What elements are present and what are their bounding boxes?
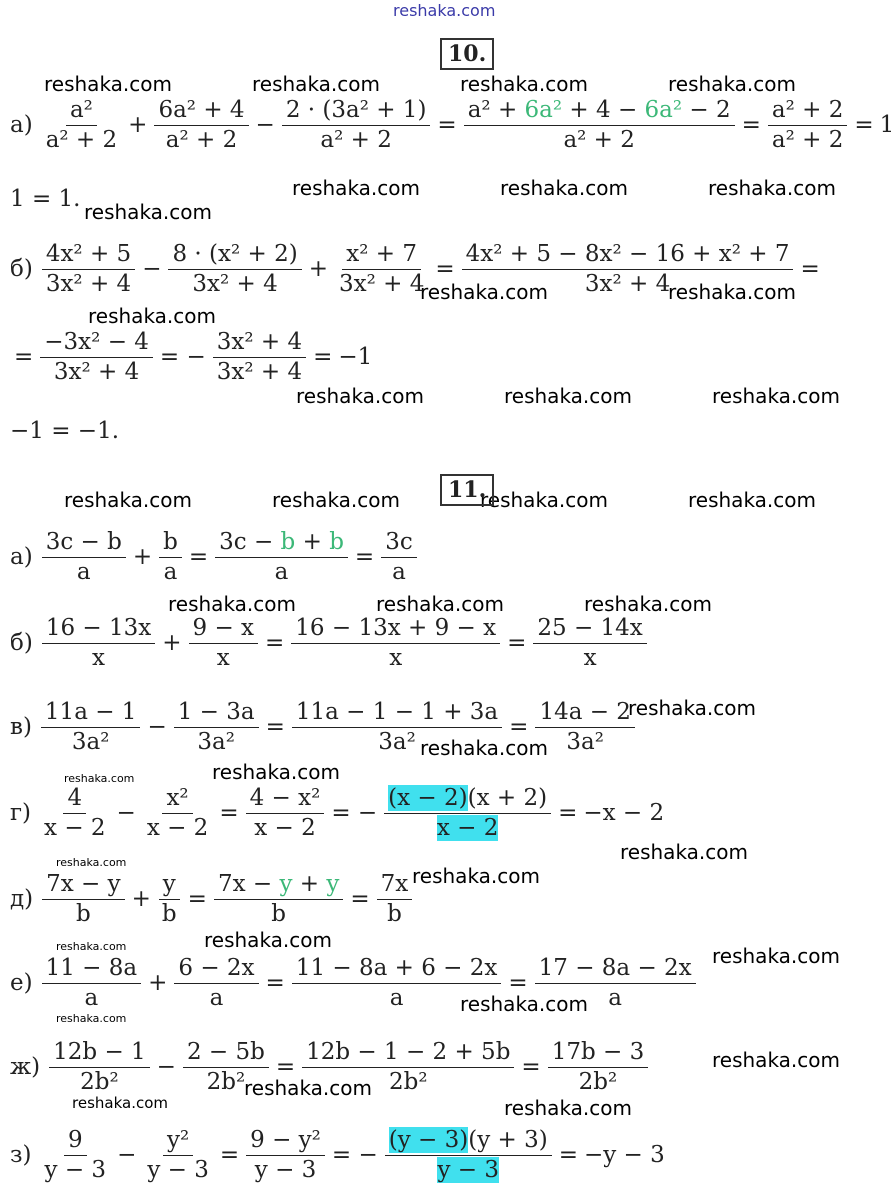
operator: = xyxy=(354,544,375,571)
equation-10b-check xyxy=(10,418,119,444)
watermark: reshaka.com xyxy=(712,944,840,968)
watermark: reshaka.com xyxy=(244,1076,372,1100)
operator: = xyxy=(265,630,285,657)
item-label: д) xyxy=(10,886,34,913)
operator: = xyxy=(507,630,527,657)
equation-11zh xyxy=(10,1038,651,1100)
watermark: reshaka.com xyxy=(88,304,216,328)
operator: = xyxy=(509,714,529,741)
fraction: $\frac{16 - 13x}{x}$ xyxy=(42,614,155,673)
operator: + xyxy=(148,970,168,997)
item-label: г) xyxy=(10,800,32,827)
operator: − xyxy=(117,1142,137,1169)
highlighted-factor: y − 3 xyxy=(437,1156,499,1183)
result: −y − 3 xyxy=(583,1142,665,1169)
watermark: reshaka.com xyxy=(500,176,628,200)
operator: = xyxy=(558,1142,578,1169)
fraction: $\frac{7x - y}{b}$ xyxy=(42,870,125,929)
equation-10b xyxy=(10,240,824,299)
fraction: $\frac{2 - 5b}{\text{2b²}}$ xyxy=(183,1038,269,1097)
watermark: reshaka.com xyxy=(712,384,840,408)
fraction: $\frac{4}{x - 2}$ xyxy=(44,785,106,841)
fraction: $\frac{\text{a² + 6a² + 4 − 6a² − 2}}{\text{a² + 2}}$ xyxy=(464,96,735,155)
operator: = xyxy=(741,112,761,139)
watermark: reshaka.com xyxy=(620,840,748,864)
result: −1 xyxy=(338,344,373,371)
operator: = − xyxy=(331,800,378,827)
fraction: $\frac{\text{4 − x²}}{x - 2}$ xyxy=(246,784,325,843)
highlighted-factor: (y − 3) xyxy=(388,1127,469,1153)
fraction: $\frac{b}{a}$ xyxy=(159,528,182,587)
watermark-small: reshaka.com xyxy=(64,772,135,785)
watermark: reshaka.com xyxy=(420,736,548,760)
operator: + xyxy=(128,112,148,139)
fraction: $\frac{16 - 13x + 9 - x}{x}$ xyxy=(291,614,500,673)
item-label: б) xyxy=(10,630,33,657)
check-text: 1 = 1. xyxy=(10,186,81,212)
item-label: б) xyxy=(10,256,33,283)
watermark: reshaka.com xyxy=(480,488,608,512)
watermark: reshaka.com xyxy=(272,488,400,512)
equation-11g xyxy=(10,784,666,843)
equation-11d xyxy=(10,870,415,929)
watermark: reshaka.com xyxy=(504,1096,632,1120)
fraction: $\frac{\text{2 · (3a² + 1)}}{\text{a² + 2}}$ xyxy=(282,96,431,155)
watermark-top: reshaka.com xyxy=(393,1,496,20)
fraction: $\frac{7x}{b}$ xyxy=(377,870,413,929)
fraction: $\frac{\text{8 · (x² + 2)}}{\text{3x² + 4}}$ xyxy=(168,240,301,299)
fraction: $\frac{\text{6a² + 4}}{\text{a² + 2}}$ xyxy=(154,96,248,155)
operator: = xyxy=(558,800,578,827)
watermark: reshaka.com xyxy=(296,384,424,408)
fraction: $\frac{1 - 3a}{\text{3a²}}$ xyxy=(174,698,259,757)
watermark: reshaka.com xyxy=(376,592,504,616)
watermark: reshaka.com xyxy=(84,200,212,224)
equation-10a xyxy=(10,96,896,155)
fraction: $\frac{\text{9 − y²}}{y - 3}$ xyxy=(246,1126,325,1185)
equation-10a-check xyxy=(10,186,80,212)
fraction: $\frac{3c}{a}$ xyxy=(381,528,417,587)
watermark: reshaka.com xyxy=(72,1094,168,1112)
operator: − xyxy=(156,1054,176,1081)
operator: − xyxy=(147,714,167,741)
fraction: $\frac{7x - y + y}{b}$ xyxy=(214,870,343,929)
operator: = xyxy=(219,1142,240,1169)
item-label: з) xyxy=(10,1142,32,1169)
operator: − xyxy=(255,112,275,139)
fraction: $\frac{17b - 3}{\text{2b²}}$ xyxy=(548,1038,649,1097)
watermark: reshaka.com xyxy=(504,384,632,408)
watermark: reshaka.com xyxy=(204,928,332,952)
watermark: reshaka.com xyxy=(708,176,836,200)
fraction: $\frac{\text{−3x² − 4}}{\text{3x² + 4}}$ xyxy=(40,328,153,387)
fraction: $\frac{11a - 1}{\text{3a²}}$ xyxy=(41,698,141,757)
item-label: а) xyxy=(10,544,33,571)
operator: + xyxy=(132,544,153,571)
operator: = xyxy=(188,544,209,571)
fraction: $\frac{12b - 1 - 2 + 5b}{\text{2b²}}$ xyxy=(302,1038,514,1097)
watermark-small: reshaka.com xyxy=(56,940,127,953)
operator: = xyxy=(265,970,285,997)
fraction: $\frac{(x - 2)(x + 2)}{x - 2}$ xyxy=(384,784,551,843)
fraction: $\frac{(y - 3)(y + 3)}{y - 3}$ xyxy=(385,1126,552,1185)
result: −x − 2 xyxy=(583,800,665,827)
fraction: $\frac{\text{a² + 2}}{\text{a² + 2}}$ xyxy=(768,96,847,155)
fraction: $\frac{11 - 8a + 6 - 2x}{a}$ xyxy=(292,954,502,1013)
operator: = xyxy=(187,886,207,913)
item-label: а) xyxy=(10,112,33,139)
watermark: reshaka.com xyxy=(668,72,796,96)
operator: + xyxy=(162,630,182,657)
operator: − xyxy=(116,800,136,827)
fraction: $\frac{11 - 8a}{a}$ xyxy=(42,954,142,1013)
item-label: ж) xyxy=(10,1054,41,1081)
equation-11v xyxy=(10,698,638,760)
watermark: reshaka.com xyxy=(292,176,420,200)
watermark: reshaka.com xyxy=(252,72,380,96)
fraction: $\frac{\text{a²}}{\text{a² + 2}}$ xyxy=(45,97,118,153)
operator: + xyxy=(131,886,151,913)
watermark: reshaka.com xyxy=(420,280,548,304)
fraction: $\frac{14a - 2}{\text{3a²}}$ xyxy=(535,698,635,757)
equation-10b-cont xyxy=(10,328,374,387)
fraction: $\frac{3c - b + b}{a}$ xyxy=(215,528,348,587)
watermark-small: reshaka.com xyxy=(56,856,127,869)
operator: − xyxy=(142,256,162,283)
fraction: $\frac{9 - x}{x}$ xyxy=(189,614,259,673)
check-text: −1 = −1. xyxy=(10,418,120,444)
fraction: $\frac{\text{3x² + 4}}{\text{3x² + 4}}$ xyxy=(213,328,306,387)
operator: + xyxy=(308,256,328,283)
watermark: reshaka.com xyxy=(668,280,796,304)
operator: = xyxy=(14,344,34,371)
fraction: $\frac{\text{x² + 7}}{\text{3x² + 4}}$ xyxy=(338,241,425,297)
watermark: reshaka.com xyxy=(460,992,588,1016)
fraction: $\frac{\text{x²}}{x - 2}$ xyxy=(146,785,209,841)
operator: = xyxy=(508,970,528,997)
watermark: reshaka.com xyxy=(212,760,340,784)
watermark: reshaka.com xyxy=(712,1048,840,1072)
equation-11e xyxy=(10,954,699,1016)
operator: = xyxy=(350,886,370,913)
highlighted-factor: x − 2 xyxy=(436,814,499,841)
result: 1 xyxy=(879,112,895,139)
operator: = xyxy=(521,1054,541,1081)
fraction: $\frac{3c - b}{a}$ xyxy=(42,528,126,587)
watermark: reshaka.com xyxy=(688,488,816,512)
operator: = xyxy=(265,714,285,741)
watermark-small: reshaka.com xyxy=(56,1012,127,1025)
highlighted-factor: (x − 2) xyxy=(388,785,468,811)
fraction: $\frac{6 - 2x}{a}$ xyxy=(174,954,258,1013)
task-number-10: 10. xyxy=(440,38,494,70)
operator: = xyxy=(800,256,820,283)
watermark: reshaka.com xyxy=(584,592,712,616)
operator: = xyxy=(313,344,333,371)
fraction: $\frac{11a - 1 - 1 + 3a}{\text{3a²}}$ xyxy=(292,698,502,757)
watermark: reshaka.com xyxy=(168,592,296,616)
watermark: reshaka.com xyxy=(44,72,172,96)
fraction: $\frac{\text{4x² + 5 − 8x² − 16 + x² + 7}}{\text{3x² + 4}}$ xyxy=(462,240,794,299)
equation-11b xyxy=(10,614,650,673)
watermark: reshaka.com xyxy=(460,72,588,96)
watermark: reshaka.com xyxy=(64,488,192,512)
operator: = xyxy=(435,256,455,283)
operator: = − xyxy=(331,1142,378,1169)
item-label: е) xyxy=(10,970,33,997)
equation-11a xyxy=(10,528,420,587)
operator: = − xyxy=(159,344,206,371)
fraction: $\frac{y}{b}$ xyxy=(158,870,181,929)
operator: = xyxy=(854,112,874,139)
item-label: в) xyxy=(10,714,32,741)
operator: = xyxy=(275,1054,296,1081)
equation-11z xyxy=(10,1126,667,1185)
fraction: $\frac{12b - 1}{\text{2b²}}$ xyxy=(49,1038,150,1097)
operator: = xyxy=(219,800,239,827)
task-number-11: 11. xyxy=(440,474,494,506)
watermark: reshaka.com xyxy=(412,864,540,888)
watermark: reshaka.com xyxy=(628,696,756,720)
operator: = xyxy=(437,112,457,139)
fraction: $\frac{\text{4x² + 5}}{\text{3x² + 4}}$ xyxy=(42,240,135,299)
fraction: $\frac{\text{y²}}{y - 3}$ xyxy=(147,1127,209,1183)
fraction: $\frac{9}{y - 3}$ xyxy=(44,1127,107,1183)
fraction: $\frac{17 - 8a - 2x}{a}$ xyxy=(535,954,696,1013)
fraction: $\frac{25 - 14x}{x}$ xyxy=(533,614,646,673)
